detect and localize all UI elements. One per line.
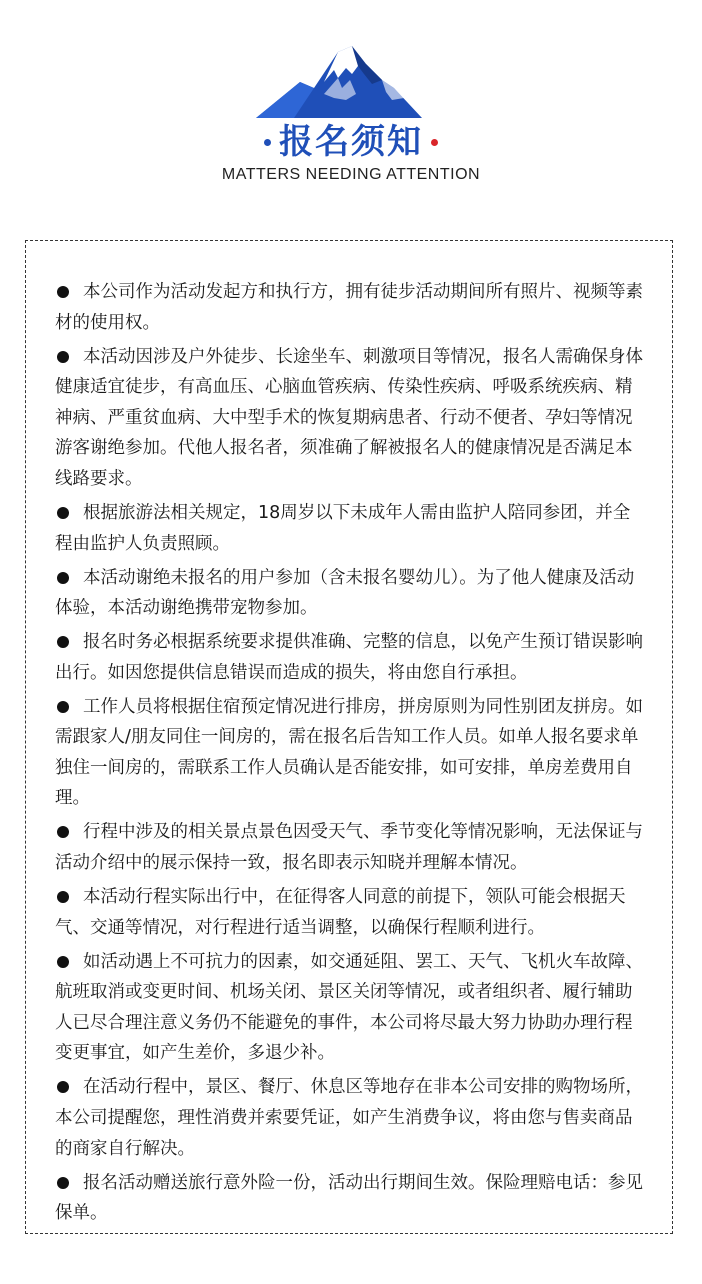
notice-text: 本活动行程实际出行中，在征得客人同意的前提下，领队可能会根据天气、交通等情况，对行程进行适当调整，以确保行程顺利进行。 (55, 887, 626, 938)
notice-text: 工作人员将根据住宿预定情况进行排房，拼房原则为同性别团友拼房。如需跟家人/朋友同住一间房的，需在报名后告知工作人员。如单人报名要求单独住一间房的，需联系工作人员确认是否能安排，如可安排，单房差费用自理。 (55, 696, 643, 809)
bullet-icon (57, 636, 69, 648)
notice-text: 行程中涉及的相关景点景色因受天气、季节变化等情况影响，无法保证与活动介绍中的展示保持一致，报名即表示知晓并理解本情况。 (55, 822, 643, 874)
notice-list (55, 277, 647, 1232)
notice-item (55, 563, 647, 624)
title-dot-left (264, 139, 271, 146)
notice-text: 根据旅游法相关规定，18周岁以下未成年人需由监护人陪同参团，并全程由监护人负责照顾。 (55, 502, 631, 554)
notice-text: 本活动谢绝未报名的用户参加（含未报名婴幼儿）。为了他人健康及活动体验，本活动谢绝携带宠物参加。 (55, 567, 635, 619)
notice-item (55, 342, 647, 495)
notice-item (55, 1168, 647, 1229)
notice-item (55, 692, 647, 814)
bullet-icon (57, 507, 69, 519)
bullet-icon (57, 1177, 69, 1189)
notice-text: 报名活动赠送旅行意外险一份，活动出行期间生效。保险理赔电话：参见保单。 (55, 1172, 643, 1224)
title-row (0, 118, 702, 166)
title-dot-right (431, 139, 438, 146)
bullet-icon (57, 1081, 69, 1093)
notice-item (55, 817, 647, 878)
notice-text: 报名时务必根据系统要求提供准确、完整的信息，以免产生预订错误影响出行。如因您提供信息错误而造成的损失，将由您自行承担。 (55, 632, 643, 683)
bullet-icon (57, 286, 69, 298)
page-subtitle: MATTERS NEEDING ATTENTION (221, 166, 481, 183)
notice-item (55, 947, 647, 1069)
notice-text: 如活动遇上不可抗力的因素，如交通延阻、罢工、天气、飞机火车故障、航班取消或变更时间、机场关闭、景区关闭等情况，或者组织者、履行辅助人已尽合理注意义务仍不能避免的事件，本公司将尽最大努力协助办理行程变更事宜，如产生差价，多退少补。 (55, 951, 643, 1064)
notice-item (55, 1072, 647, 1164)
notice-item (55, 498, 647, 559)
bullet-icon (57, 956, 69, 968)
notice-item (55, 627, 647, 688)
notice-item (55, 277, 647, 338)
bullet-icon (57, 351, 69, 363)
bullet-icon (57, 701, 69, 713)
notice-text: 本公司作为活动发起方和执行方，拥有徒步活动期间所有照片、视频等素材的使用权。 (55, 282, 643, 333)
page-title: 报名须知 (279, 122, 423, 162)
notice-box (25, 240, 673, 1234)
bullet-icon (57, 572, 69, 584)
bullet-icon (57, 826, 69, 838)
mountain-icon (254, 44, 424, 120)
notice-text: 本活动因涉及户外徒步、长途坐车、刺激项目等情况，报名人需确保身体健康适宜徒步，有高血压、心脑血管疾病、传染性疾病、呼吸系统疾病、精神病、严重贫血病、大中型手术的恢复期病患者、行动不便者、孕妇等情况游客谢绝参加。代他人报名者，须准确了解被报名人的健康情况是否满足本线路要求。 (55, 346, 643, 489)
header (0, 0, 702, 200)
notice-item (55, 882, 647, 943)
notice-text: 在活动行程中，景区、餐厅、休息区等地存在非本公司安排的购物场所，本公司提醒您，理性消费并索要凭证，如产生消费争议，将由您与售卖商品的商家自行解决。 (55, 1077, 643, 1159)
bullet-icon (57, 891, 69, 903)
